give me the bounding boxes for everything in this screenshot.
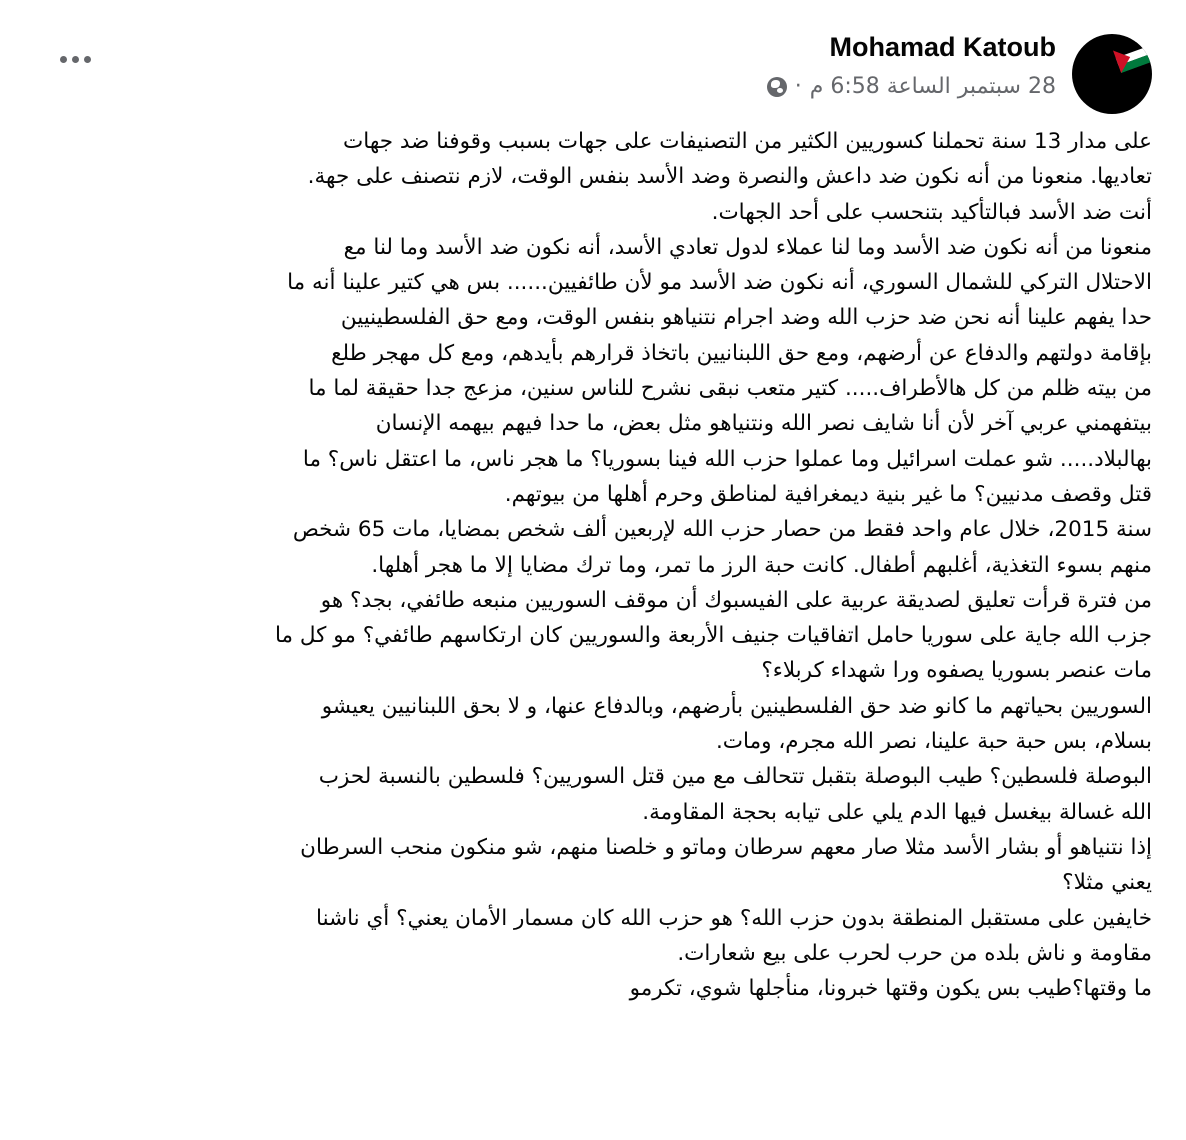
globe-icon[interactable]	[767, 77, 787, 97]
post-text-line: السوريين بحياتهم ما كانو ضد حق الفلسطينين بأرضهم، وبالدفاع عنها، و لا بحق اللبنانيين يعيشو	[321, 693, 1152, 719]
post-text-line: الله غسالة بيغسل فيها الدم يلي على تيابه بحجة المقاومة.	[642, 799, 1152, 825]
post-header	[40, 24, 1152, 114]
post-text-line: مات عنصر بسوريا يصفوه ورا شهداء كربلاء؟	[761, 658, 1152, 684]
post-text-line: سنة 2015، خلال عام واحد فقط من حصار حزب الله لإربعين ألف شخص بمضايا، مات 65 شخص	[292, 517, 1152, 543]
post-text-line: من فترة قرأت تعليق لصديقة عربية على الفيسبوك أن موقف السوريين منبعه طائفي، بجد؟ هو	[320, 587, 1152, 613]
post-text-line: ما وقتها؟طيب بس يكون وقتها خبرونا، منأجلها شوي، تكرمو	[629, 976, 1152, 1002]
post-text-line: على مدار 13 سنة تحملنا كسوريين الكثير من التصنيفات على جهات بسبب وقوفنا ضد جهات	[343, 129, 1152, 154]
post-text-line: تعاديها. منعونا من أنه نكون ضد داعش والنصرة وضد الأسد بنفس الوقت، لازم نتصنف على جهة.	[307, 164, 1152, 190]
post-text-line: بيتفهمني عربي آخر لأن أنا شايف نصر الله ونتنياهو مثل بعض، ما حدا فيهم بيهمه الإنسان	[375, 411, 1152, 437]
more-dot	[84, 56, 91, 63]
post-text-line: البوصلة فلسطين؟ طيب البوصلة بتقبل تتحالف مع مين قتل السوريين؟ فلسطين بالنسبة لحزب	[318, 764, 1152, 790]
more-options-icon[interactable]	[54, 50, 97, 69]
post-text-line: منهم بسوء التغذية، أغلبهم أطفال. كانت حبة الرز ما تمر، وما ترك مضايا إلا ما هجر أهلها.	[371, 552, 1152, 578]
post-text-line: بإقامة دولتهم والدفاع عن أرضهم، ومع حق اللبنانيين باتخاذ قرارهم بأيدهم، ومع كل مهجر طلع	[331, 340, 1152, 366]
post-text-line: خايفين على مستقبل المنطقة بدون حزب الله؟ هو حزب الله كان مسمار الأمان يعني؟ أي ناشنا	[316, 905, 1152, 931]
avatar[interactable]	[1072, 34, 1152, 114]
more-dot	[60, 56, 67, 63]
post-text-line: إذا نتنياهو أو بشار الأسد مثلا صار معهم سرطان وماتو و خلصنا منهم، شو منكون منحب السرطان	[300, 834, 1152, 860]
author-name[interactable]: Mohamad Katoub	[829, 32, 1056, 62]
post-text-line: حدا يفهم علينا أنه نحن ضد حزب الله وضد اجرام نتنياهو بنفس الوقت، ومع حق الفلسطينيين	[340, 305, 1152, 331]
post-text-line: أنت ضد الأسد فبالتأكيد بتنحسب على أحد الجهات.	[711, 199, 1152, 225]
post-timestamp[interactable]: 28 سبتمبر الساعة 6:58 م	[809, 74, 1056, 99]
post-text-line: بسلام، بس حبة حبة علينا، نصر الله مجرم، ومات.	[715, 729, 1152, 755]
post-text-line: يعني مثلا؟	[1062, 870, 1152, 896]
more-dot	[72, 56, 79, 63]
post-meta	[767, 74, 1056, 99]
post-text	[40, 124, 1152, 1006]
post-text-line: الاحتلال التركي للشمال السوري، أنه نكون ضد الأسد مو لأن طائفيين...... بس هي كتير علينا أنه ما	[287, 270, 1152, 296]
post-text-line: منعونا من أنه نكون ضد الأسد وما لنا عملاء لدول تعادي الأسد، أنه نكون ضد الأسد وما لنا مع	[343, 234, 1152, 260]
post-text-line: من بيته ظلم من كل هالأطراف..... كتير متعب نبقى نشرح للناس سنين، مزعج جدا حقيقة لما ما	[308, 376, 1152, 402]
meta-separator: ·	[794, 74, 802, 99]
flag-icon	[1113, 39, 1152, 73]
post-text-line: مقاومة و ناش بلده من حرب لحرب على بيع شعارات.	[677, 940, 1152, 966]
post-text-line: بهالبلاد..... شو عملت اسرائيل وما عملوا حزب الله فينا بسوريا؟ ما هجر ناس، ما اعتقل ناس؟ ما	[302, 446, 1152, 472]
post-text-line: جزب الله جاية على سوريا حامل اتفاقيات جنيف الأربعة والسوريين كان ارتكاسهم طائفي؟ مو كل ما	[275, 623, 1152, 649]
post-text-line: قتل وقصف مدنيين؟ ما غير بنية ديمغرافية لمناطق وحرم أهلها من بيوتهم.	[504, 481, 1152, 507]
